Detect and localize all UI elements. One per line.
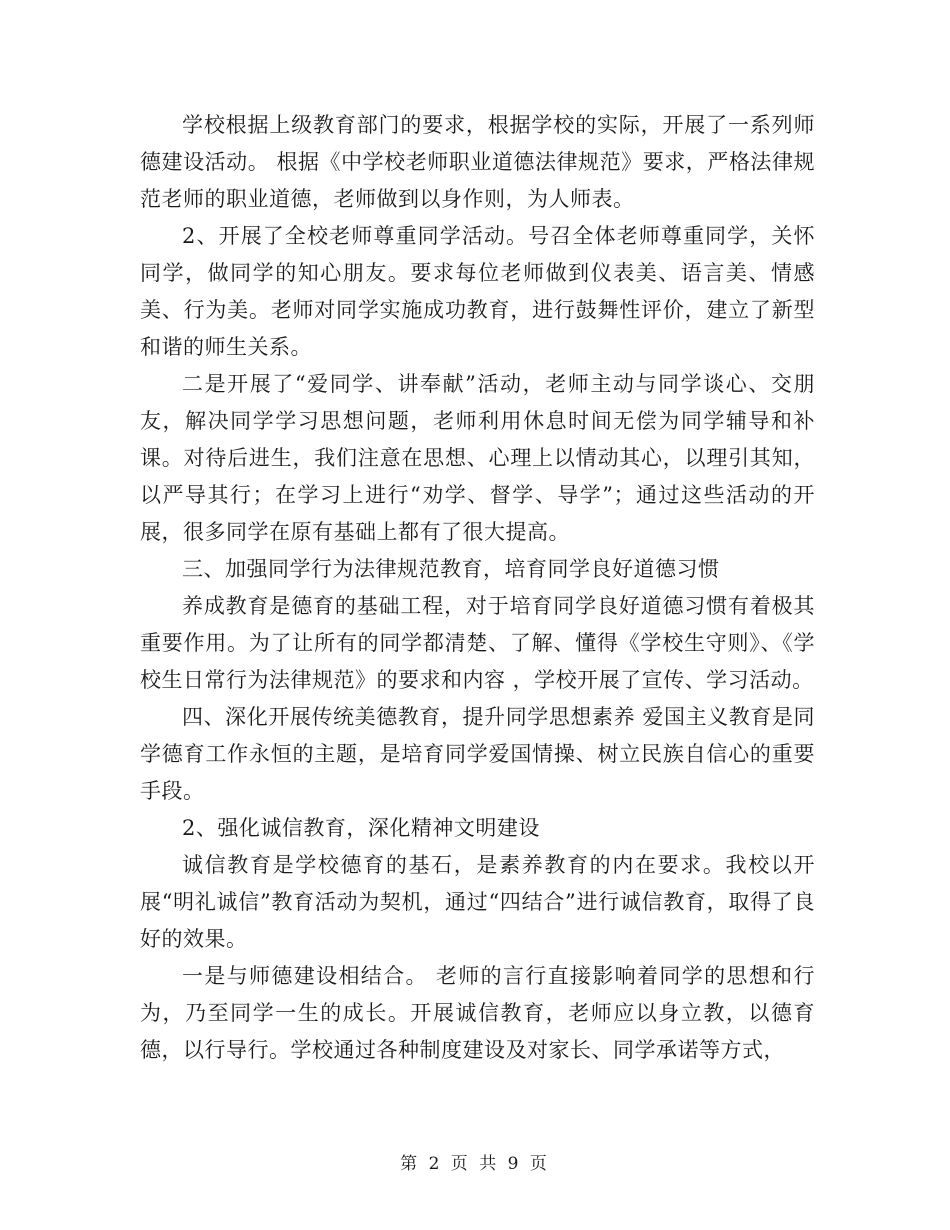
paragraph-3: 二是开展了“爱同学、讲奉献”活动，老师主动与同学谈心、交朋友，解决同学学习思想问题，老师利用休息时间无偿为同学辅导和补课。对待后进生，我们注意在思想、心理上以情动其心，以理引其知，以严导其行；在学习上进行“劝学、督学、导学”；通过这些活动的开展，很多同学在原有基础上都有了很大提高。 [140,372,815,544]
paragraph-5: 养成教育是德育的基础工程，对于培育同学良好道德习惯有着极其重要作用。为了让所有的同学都清楚、了解、懂得《学校生守则》、《学校生日常行为法律规范》的要求和内容 ，学校开展了宣传、学习活动。 [140,594,815,692]
section-heading-3: 三、加强同学行为法律规范教育，培育同学良好道德习惯 [182,557,720,581]
paragraph-2: 2、开展了全校老师尊重同学活动。号召全体老师尊重同学，关怀同学，做同学的知心朋友。要求每位老师做到仪表美、语言美、情感美、行为美。老师对同学实施成功教育，进行鼓舞性评价，建立了新型和谐的师生关系。 [140,224,815,359]
document-body [140,107,815,1069]
paragraph-9: 一是与师德建设相结合。 老师的言行直接影响着同学的思想和行为，乃至同学一生的成长。开展诚信教育，老师应以身立教，以德育德，以行导行。学校通过各种制度建设及对家长、同学承诺等方式， [140,964,815,1062]
section-heading-4: 四、深化开展传统美德教育，提升同学思想素养 爱国主义教育是同学德育工作永恒的主题，是培育同学爱国情操、树立民族自信心的重要手段。 [140,705,815,803]
subheading-2: 2、强化诚信教育，深化精神文明建设 [182,816,540,840]
page-number-footer: 第 2 页 共 9 页 [400,1154,550,1174]
paragraph-8: 诚信教育是学校德育的基石，是素养教育的内在要求。我校以开展“明礼诚信”教育活动为契机，通过“四结合”进行诚信教育，取得了良好的效果。 [140,853,815,951]
paragraph-1: 学校根据上级教育部门的要求，根据学校的实际，开展了一系列师德建设活动。 根据《中学校老师职业道德法律规范》要求，严格法律规范老师的职业道德，老师做到以身作则，为人师表。 [140,113,815,211]
